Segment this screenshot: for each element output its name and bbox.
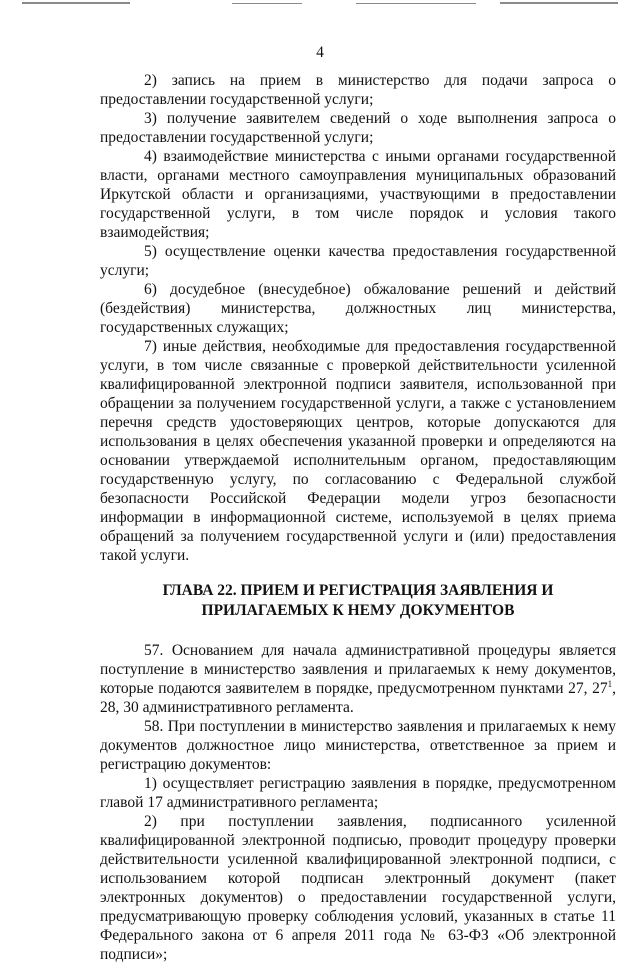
list-item: 2) запись на прием в министерство для подачи запроса о предоставлении государственной услуги; bbox=[100, 72, 616, 108]
document-body bbox=[100, 71, 616, 964]
list-item: 6) досудебное (внесудебное) обжалование решений и действий (бездействия) министерства, должностных лиц министерства, государственных служащих; bbox=[100, 281, 616, 336]
paragraph-57 bbox=[100, 641, 616, 717]
scan-top-edge bbox=[22, 2, 130, 4]
list-item: 1) осуществляет регистрацию заявления в порядке, предусмотренном главой 17 административного регламента; bbox=[100, 775, 616, 811]
page-number: 4 bbox=[316, 44, 324, 61]
list-item: 2) при поступлении заявления, подписанного усиленной квалифицированной электронной подписью, проводит процедуру проверки действительности усиленной квалифицированной электронной подписи, с использованием которой подписан электронный документ (пакет электронных документов) о предоставлении государственной услуги, предусматривающую проверку соблюдения условий, указанных в статье 11 Федерального закона от 6 апреля 2011 года № 63-ФЗ «Об электронной подписи»; bbox=[100, 813, 616, 963]
scan-top-edge bbox=[500, 2, 618, 4]
paragraph-58: 58. При поступлении в министерство заявления и прилагаемых к нему документов должностное лицо министерства, ответственное за прием и регистрацию документов: bbox=[100, 718, 616, 773]
chapter-heading: ГЛАВА 22. ПРИЕМ И РЕГИСТРАЦИЯ ЗАЯВЛЕНИЯ И ПРИЛАГАЕМЫХ К НЕМУ ДОКУМЕНТОВ bbox=[162, 582, 554, 619]
paragraph-text: , 28, 30 административного регламента. bbox=[100, 680, 616, 716]
list-item: 3) получение заявителем сведений о ходе выполнения запроса о предоставлении государственной услуги; bbox=[100, 110, 616, 146]
scan-top-edge bbox=[356, 3, 476, 4]
superscript: 1 bbox=[607, 679, 613, 689]
list-item: 7) иные действия, необходимые для предоставления государственной услуги, в том числе связанные с проверкой действительности усиленной квалифицированной электронной подписи заявителя, использованной при обращении за получением государственной услуги, а также с установлением перечня средств удостоверяющих центров, которые допускаются для использования в целях обеспечения указанной проверки и определяются на основании утверждаемой исполнительным органом, предоставляющим государственную услугу, по согласованию с Федеральной службой безопасности Российской Федерации модели угроз безопасности информации в информационной системе, используемой в целях приема обращений за получением государственной услуги и (или) предоставления такой услуги. bbox=[100, 338, 616, 564]
paragraph-text: 57. Основанием для начала административной процедуры является поступление в министерство заявления и прилагаемых к нему документов, которые подаются заявителем в порядке, предусмотренном пунктами 27, 27 bbox=[100, 642, 616, 697]
list-item: 5) осуществление оценки качества предоставления государственной услуги; bbox=[100, 243, 616, 279]
list-item: 4) взаимодействие министерства с иными органами государственной власти, органами местного самоуправления муниципальных образований Иркутской области и организациями, участвующими в предоставлении государственной услуги, в том числе порядок и условия такого взаимодействия; bbox=[100, 148, 616, 241]
scan-top-edge bbox=[232, 3, 302, 4]
